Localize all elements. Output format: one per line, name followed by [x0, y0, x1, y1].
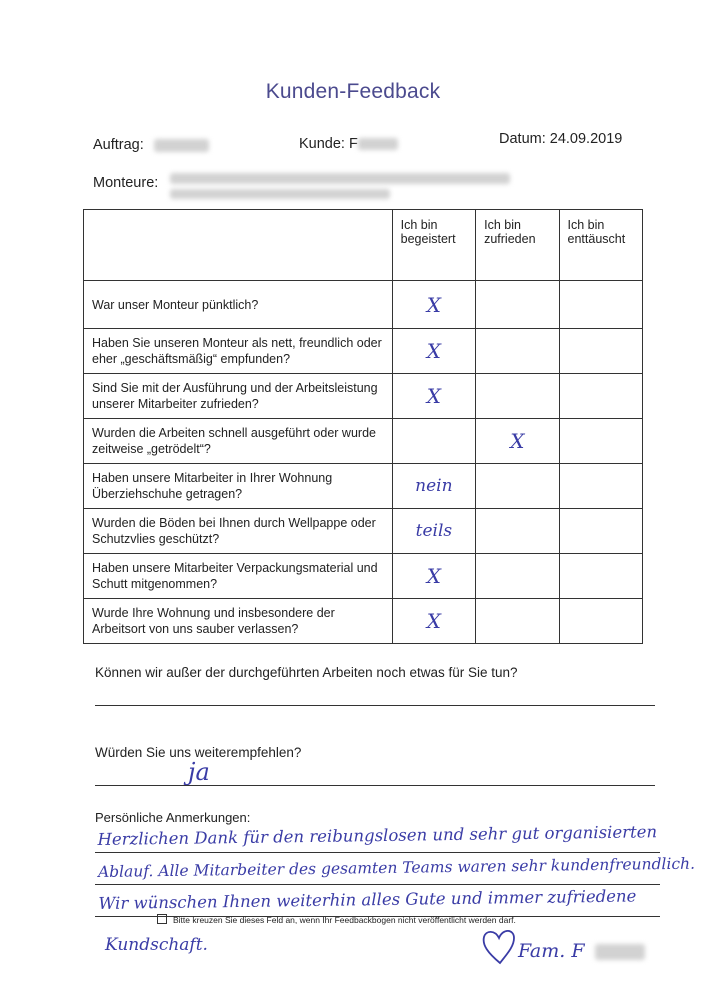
- handwritten-answer: teils: [415, 521, 453, 541]
- answer-cell[interactable]: [392, 599, 475, 644]
- redacted-installers-line-2: [170, 189, 390, 199]
- remarks-text-line-1: Herzlichen Dank für den reibungslosen und sehr gut organisierten: [97, 822, 658, 850]
- answer-cell[interactable]: [476, 554, 559, 599]
- date-field: Datum: 24.09.2019: [499, 131, 623, 147]
- remarks-text-line-2: Ablauf. Alle Mitarbeiter des gesamten Teams waren sehr kundenfreundlich.: [97, 854, 696, 881]
- heart-icon: [478, 925, 522, 969]
- signature: [518, 940, 645, 962]
- redacted-order-number: [154, 139, 209, 152]
- header-blank: [84, 210, 393, 281]
- recommend-answer-line: [95, 785, 655, 786]
- recommend-answer: ja: [188, 758, 210, 786]
- answer-cell[interactable]: [392, 374, 475, 419]
- answer-cell[interactable]: [476, 599, 559, 644]
- question-cell: Sind Sie mit der Ausführung und der Arbeitsleistung unserer Mitarbeiter zufrieden?: [84, 374, 393, 419]
- cross-mark: X: [426, 564, 441, 588]
- table-row: [84, 509, 643, 554]
- answer-cell[interactable]: [476, 464, 559, 509]
- answer-cell[interactable]: [476, 329, 559, 374]
- question-cell: Wurde Ihre Wohnung und insbesondere der Arbeitsort von uns sauber verlassen?: [84, 599, 393, 644]
- header-col-zufrieden: Ich bin zufrieden: [476, 210, 559, 281]
- table-row: [84, 374, 643, 419]
- question-cell: Wurden die Böden bei Ihnen durch Wellpappe oder Schutzvlies geschützt?: [84, 509, 393, 554]
- handwritten-answer: nein: [415, 476, 453, 496]
- answer-cell[interactable]: [476, 374, 559, 419]
- question-cell: Haben Sie unseren Monteur als nett, freundlich oder eher „geschäftsmäßig“ empfunden?: [84, 329, 393, 374]
- no-publish-checkbox[interactable]: [157, 914, 167, 924]
- extra-answer-line: [95, 705, 655, 706]
- signature-text: Fam. F: [518, 940, 585, 962]
- installers-label: Monteure:: [93, 175, 159, 191]
- answer-cell[interactable]: [559, 599, 642, 644]
- answer-cell[interactable]: [559, 329, 642, 374]
- answer-cell[interactable]: [476, 281, 559, 329]
- remarks-text: [97, 816, 698, 920]
- table-header-row: [84, 210, 643, 281]
- answer-cell[interactable]: [559, 281, 642, 329]
- redacted-installers-line-1: [170, 173, 510, 184]
- table-row: [84, 554, 643, 599]
- question-cell: Wurden die Arbeiten schnell ausgeführt oder wurde zeitweise „getrödelt“?: [84, 419, 393, 464]
- answer-cell[interactable]: [392, 281, 475, 329]
- header-col-begeistert: Ich bin begeistert: [392, 210, 475, 281]
- question-cell: War unser Monteur pünktlich?: [84, 281, 393, 329]
- remarks-text-line-3: Wir wünschen Ihnen weiterhin alles Gute und immer zufriedene: [98, 886, 637, 913]
- question-cell: Haben unsere Mitarbeiter in Ihrer Wohnung Überziehschuhe getragen?: [84, 464, 393, 509]
- recommend-question: Würden Sie uns weiterempfehlen?: [95, 745, 302, 760]
- remarks-text-line-4: Kundschaft.: [105, 935, 208, 955]
- order-field: [93, 137, 209, 153]
- table-row: [84, 599, 643, 644]
- answer-cell[interactable]: [476, 419, 559, 464]
- customer-field: [299, 136, 398, 152]
- answer-cell[interactable]: [559, 554, 642, 599]
- answer-cell[interactable]: [559, 374, 642, 419]
- order-label: Auftrag:: [93, 137, 144, 153]
- answer-cell[interactable]: [559, 509, 642, 554]
- answer-cell[interactable]: [392, 329, 475, 374]
- answer-cell[interactable]: [392, 464, 475, 509]
- table-row: [84, 419, 643, 464]
- no-publish-option: [157, 914, 516, 925]
- feedback-table: [83, 209, 643, 644]
- answer-cell[interactable]: [476, 509, 559, 554]
- header-col-enttaeuscht: Ich bin enttäuscht: [559, 210, 642, 281]
- no-publish-note: Bitte kreuzen Sie dieses Feld an, wenn Ihr Feedbackbogen nicht veröffentlicht werden darf.: [173, 915, 516, 925]
- page-title: Kunden-Feedback: [265, 80, 441, 103]
- answer-cell[interactable]: [392, 509, 475, 554]
- answer-cell[interactable]: [559, 419, 642, 464]
- table-row: [84, 329, 643, 374]
- cross-mark: X: [426, 384, 441, 408]
- cross-mark: X: [426, 609, 441, 633]
- table-row: [84, 464, 643, 509]
- redacted-signature-name: [595, 944, 645, 960]
- extra-question: Können wir außer der durchgeführten Arbeiten noch etwas für Sie tun?: [95, 665, 518, 680]
- answer-cell[interactable]: [559, 464, 642, 509]
- question-cell: Haben unsere Mitarbeiter Verpackungsmaterial und Schutt mitgenommen?: [84, 554, 393, 599]
- answer-cell[interactable]: [392, 419, 475, 464]
- remarks-label: Persönliche Anmerkungen:: [95, 810, 251, 825]
- customer-label: Kunde: F: [299, 136, 358, 152]
- cross-mark: X: [510, 429, 525, 453]
- cross-mark: X: [426, 339, 441, 363]
- redacted-customer-name: [358, 138, 398, 150]
- answer-cell[interactable]: [392, 554, 475, 599]
- cross-mark: X: [426, 292, 441, 317]
- table-row: [84, 281, 643, 329]
